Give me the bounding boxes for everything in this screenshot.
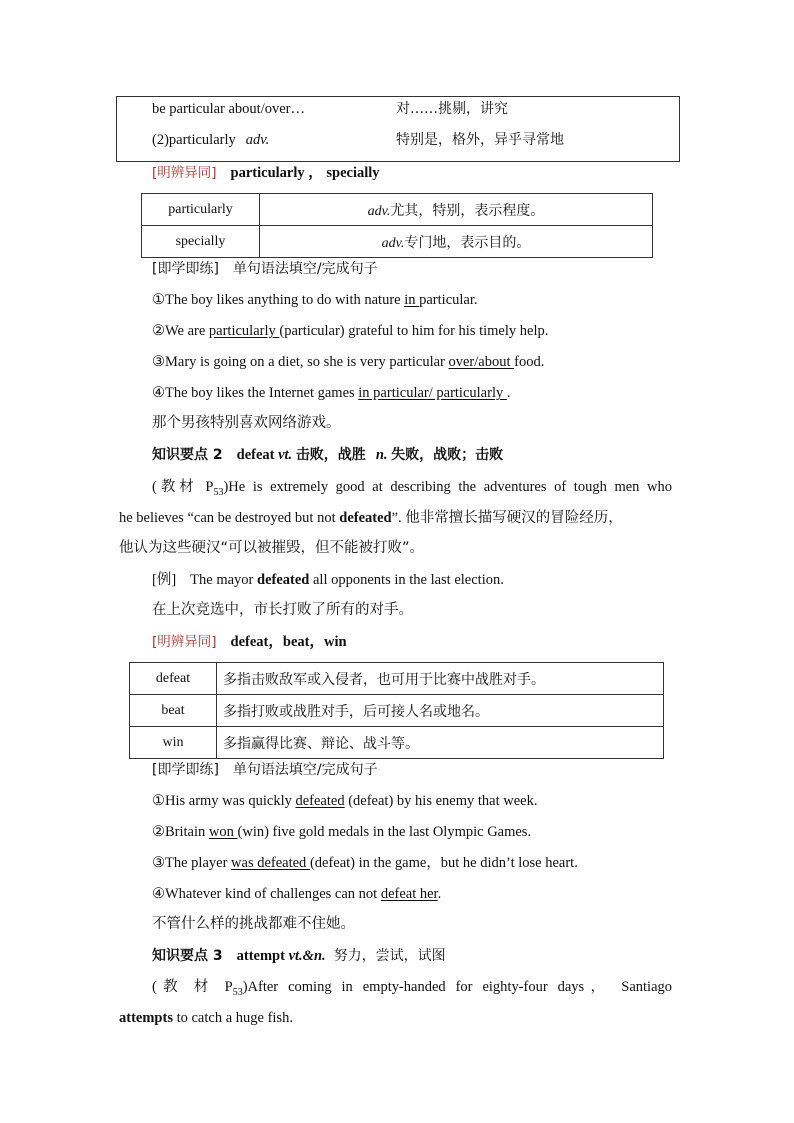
table-row [130, 727, 664, 759]
table-cell-word: specially [142, 226, 260, 258]
practice-translation: 不管什么样的挑战都难不住她。 [152, 916, 355, 932]
practice-translation: 那个男孩特别喜欢网络游戏。 [152, 415, 341, 431]
table-cell-def: 多指打败或战胜对手，后可接人名或地名。 [217, 695, 664, 727]
textbook-quote-3-line-2: attempts to catch a huge fish. [119, 1010, 293, 1026]
distinction-tag: [明辨异同] [152, 634, 217, 650]
distinction-table-1 [141, 193, 653, 258]
practice-item: ③The player was defeated (defeat) in the game，but he didn’t lose heart. [152, 855, 578, 871]
textbook-quote-2-line-2: he believes “can be destroyed but not defeated”. 他非常擅长描写硬汉的冒险经历， [119, 510, 623, 526]
answer-blank: over/about [448, 354, 515, 370]
practice-item: ①His army was quickly defeated (defeat) by his enemy that week. [152, 793, 538, 809]
answer-blank: in [404, 292, 420, 308]
table-row [142, 226, 653, 258]
practice-item: ②Britain won (win) five gold medals in the last Olympic Games. [152, 824, 532, 840]
practice-item: ②We are particularly (particular) grateful to him for his timely help. [152, 323, 549, 339]
table-cell-word: beat [130, 695, 217, 727]
practice-item: ④The boy likes the Internet games in particular/ particularly . [152, 385, 511, 401]
answer-blank: particularly [208, 323, 280, 339]
table-cell-word: win [130, 727, 217, 759]
definition-row-2-cn: 特别是，格外，异乎寻常地 [396, 132, 564, 148]
distinction-heading-1: [明辨异同] particularly ， specially [152, 165, 380, 181]
answer-blank: won [208, 824, 238, 840]
practice-item: ③Mary is going on a diet, so she is very particular over/about food. [152, 354, 545, 370]
answer-blank: was defeated [231, 855, 310, 871]
definition-row-1-en: be particular about/over… [152, 101, 305, 117]
textbook-quote-2-line-1: (教材 $P_{53})He$ is extremely good at describing the adventures of tough men who [152, 479, 672, 498]
answer-blank: in particular/ particularly [358, 385, 507, 401]
knowledge-point-2: 知识要点 2 defeat vt. 击败，战胜 n. 失败，战败；击败 [152, 447, 504, 463]
table-row [130, 663, 664, 695]
table-row [130, 695, 664, 727]
practice-item: ①The boy likes anything to do with nature in particular. [152, 292, 478, 308]
practice-heading-2: [即学即练] 单句语法填空/完成句子 [152, 762, 378, 778]
distinction-table-2 [129, 662, 664, 759]
distinction-tag: [明辨异同] [152, 165, 217, 181]
distinction-heading-2: [明辨异同] defeat，beat，win [152, 634, 347, 650]
knowledge-point-3: 知识要点 3 attempt vt.&n. 努力，尝试，试图 [152, 948, 446, 964]
table-cell-def: adv.专门地，表示目的。 [260, 226, 653, 258]
table-cell-word: particularly [142, 194, 260, 226]
textbook-quote-2-line-3: 他认为这些硬汉“可以被摧毁，但不能被打败”。 [119, 540, 425, 556]
table-cell-def: adv.尤其，特别，表示程度。 [260, 194, 653, 226]
practice-item: ④Whatever kind of challenges can not defeat her. [152, 886, 442, 902]
table-cell-def: 多指击败敌军或入侵者，也可用于比赛中战胜对手。 [217, 663, 664, 695]
answer-blank: defeated [295, 793, 345, 809]
example-sentence: [例] The mayor defeated all opponents in the last election. [152, 572, 504, 588]
answer-blank: defeat her [380, 886, 438, 902]
example-translation: 在上次竞选中，市长打败了所有的对手。 [152, 602, 413, 618]
practice-heading-1: [即学即练] 单句语法填空/完成句子 [152, 261, 378, 277]
definition-row-2-en: (2)particularly adv. [152, 132, 270, 148]
table-cell-def: 多指赢得比赛、辩论、战斗等。 [217, 727, 664, 759]
table-row [142, 194, 653, 226]
definition-row-1-cn: 对……挑剔，讲究 [396, 101, 508, 117]
table-cell-word: defeat [130, 663, 217, 695]
textbook-quote-3-line-1: (教 材 $P_{53})After$ coming in empty-handed for eighty-four days， Santiago [152, 979, 672, 998]
